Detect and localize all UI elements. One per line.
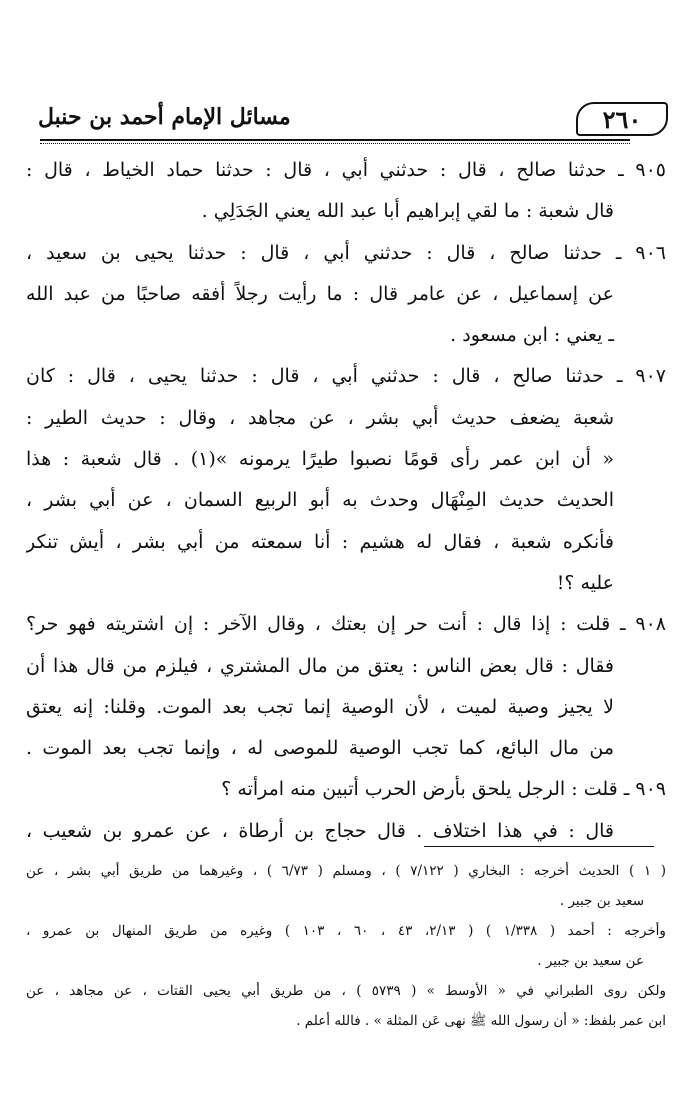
header-rule-dotted (40, 143, 630, 144)
footnotes (26, 856, 666, 1036)
text-line: عليه ؟! (556, 571, 614, 594)
text-line: ٩٠٧ ـ حدثنا صالح ، قال : حدثني أبي ، قال : حدثنا يحيى ، قال : كان (26, 365, 666, 388)
text-line: قال شعبة : ما لقي إبراهيم أبا عبد الله يعني الجَدَلِي . (201, 200, 614, 223)
text-line: فأنكره شعبة ، فقال له هشيم : أنا سمعته من أبي بشر ، أيش تنكر (26, 530, 614, 553)
text-line: فقال : قال بعض الناس : يعتق من مال المشتري ، فيلزم من قال هذا أن (26, 654, 614, 677)
footnote-line: وأخرجه : أحمد ( ١/٣٣٨ ) ( ٢/١٣، ٤٣ ، ٦٠ ، ١٠٣ ) وغيره من طريق المنهال بن عمرو ، (26, 923, 666, 939)
page-header (28, 100, 668, 140)
footnote-line: ( ١ ) الحديث أخرجه : البخاري ( ٧/١٢٢ ) ، ومسلم ( ٦/٧٣ ) ، وغيرهما من طريق أبي بشر ، عن (26, 863, 666, 879)
footnote-line: عن سعيد بن جبير . (537, 953, 644, 969)
text-line: عن إسماعيل ، عن عامر قال : ما رأيت رجلاً أفقه صاحبًا من عبد الله (26, 282, 614, 305)
text-line: ـ يعني : ابن مسعود . (450, 324, 614, 347)
footnote-line: ولكن روى الطبراني في « الأوسط » ( ٥٧٣٩ ) ، من طريق أبي يحيى القتات ، عن مجاهد ، عن (26, 983, 666, 999)
main-text (26, 150, 666, 852)
text-line: من مال البائع، كما تجب الوصية للموصى له ، وإنما تجب بعد الموت . (26, 737, 614, 760)
text-line: قال : في هذا اختلاف . قال حجاج بن أرطاة ، عن عمرو بن شعيب ، (26, 819, 614, 842)
footnote-rule (424, 846, 654, 847)
text-line: لا يجيز وصية لميت ، لأن الوصية إنما تجب بعد الموت. وقلنا: إنه يعتق (26, 695, 614, 718)
page-number: ٢٦٠ (576, 102, 668, 136)
header-rule (40, 139, 630, 141)
text-line: « أن ابن عمر رأى قومًا نصبوا طيرًا يرمونه »(١) . قال شعبة : هذا (26, 448, 614, 471)
footnote-line: سعيد بن جبير . (559, 893, 644, 909)
text-line: ٩٠٦ ـ حدثنا صالح ، قال : حدثني أبي ، قال : حدثنا يحيى بن سعيد ، (26, 241, 666, 264)
footnote-line: ابن عمر بلفظ: « أن رسول الله ﷺ نهى عَن المثلة » . فالله أعلم . (296, 1013, 666, 1029)
text-line: ٩٠٨ ـ قلت : إذا قال : أنت حر إن بعتك ، وقال الآخر : إن اشتريته فهو حر؟ (26, 613, 666, 636)
text-line: ٩٠٩ ـ قلت : الرجل يلحق بأرض الحرب أتبين منه امرأته ؟ (221, 778, 666, 801)
text-line: ٩٠٥ ـ حدثنا صالح ، قال : حدثني أبي ، قال : حدثنا حماد الخياط ، قال : (26, 159, 666, 181)
text-line: الحديث حديث المِنْهَال وحدث به أبو الربيع السمان ، عن أبي بشر ، (26, 489, 614, 512)
text-line: شعبة يضعف حديث أبي بشر ، عن مجاهد ، وقال : حديث الطير : (26, 406, 614, 429)
running-title: مسائل الإمام أحمد بن حنبل (38, 104, 291, 130)
